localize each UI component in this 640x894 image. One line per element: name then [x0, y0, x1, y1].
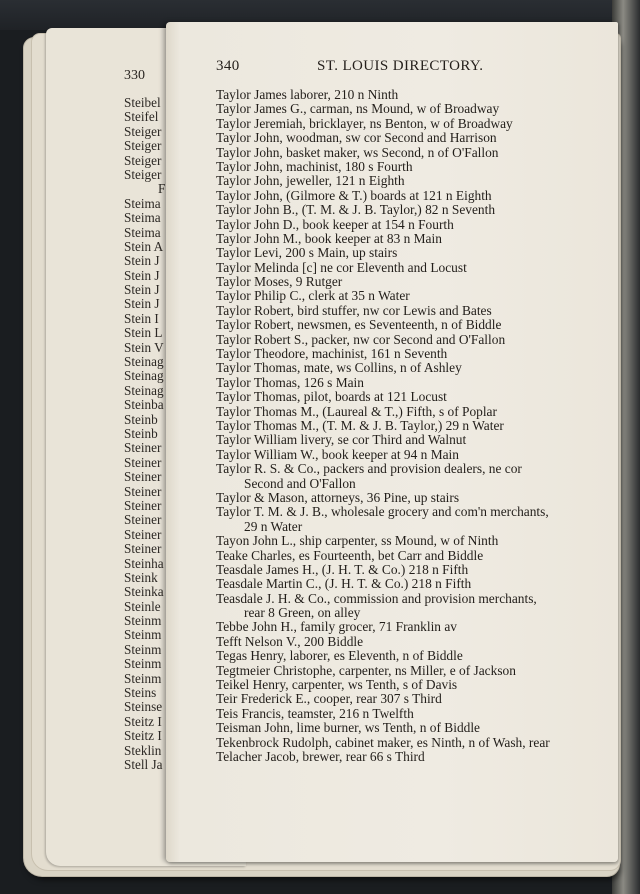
back-name-entry: Steifel — [124, 109, 159, 125]
directory-entry-continuation: 29 n Water — [244, 518, 303, 534]
directory-entry: Teisman John, lime burner, ws Tenth, n of Biddle — [216, 720, 480, 736]
back-name-entry: Steibel — [124, 96, 161, 110]
back-name-entry: Stein J — [124, 253, 160, 269]
directory-entry: Taylor John B., (T. M. & J. B. Taylor,) 82 n Seventh — [216, 202, 496, 218]
directory-entry: Teir Frederick E., cooper, rear 307 s Third — [216, 691, 442, 707]
back-name-entry: Steinm — [124, 627, 162, 643]
directory-entry: Taylor John, (Gilmore & T.) boards at 121 n Eighth — [216, 187, 492, 203]
directory-entry: Taylor Philip C., clerk at 35 n Water — [216, 288, 410, 304]
directory-entry: Taylor James laborer, 210 n Ninth — [216, 87, 399, 102]
directory-entry-continuation: rear 8 Green, on alley — [244, 605, 361, 621]
directory-entries — [216, 88, 596, 764]
directory-entry: Taylor Robert, bird stuffer, nw cor Lewis and Bates — [216, 302, 492, 318]
back-name-entry: Stein L — [124, 325, 163, 341]
back-name-entry: Steinb — [124, 425, 158, 441]
directory-entry: Tayon John L., ship carpenter, ss Mound, w of Ninth — [216, 533, 499, 549]
back-name-entry: Steiner — [124, 440, 162, 456]
back-name-entry: Steima — [124, 195, 161, 211]
back-name-entry: Stein V — [124, 339, 164, 355]
directory-entry: Taylor Theodore, machinist, 161 n Seventh — [216, 346, 448, 362]
back-name-entry: Stein A — [124, 238, 164, 254]
back-name-entry: Steitz I — [124, 713, 162, 729]
directory-entry: Taylor Thomas M., (Laureal & T.,) Fifth, s of Poplar — [216, 403, 497, 419]
back-name-entry: F — [158, 181, 166, 197]
back-name-entry: Steins — [124, 685, 157, 701]
directory-entry: Taylor Levi, 200 s Main, up stairs — [216, 245, 398, 261]
back-name-entry: Steinm — [124, 641, 162, 657]
directory-entry: Taylor Thomas, 126 s Main — [216, 374, 364, 390]
back-name-entry: Steinse — [124, 699, 163, 715]
back-name-entry: Steinag — [124, 354, 164, 370]
back-name-entry: Steiger — [124, 166, 162, 182]
back-name-entry: Steinb — [124, 411, 158, 427]
directory-entry: Taylor John M., book keeper at 83 n Main — [216, 230, 442, 246]
back-name-entry: Stein J — [124, 282, 160, 298]
page-number: 340 — [216, 58, 240, 74]
back-name-entry: Steinag — [124, 382, 164, 398]
directory-entry: Taylor William W., book keeper at 94 n Main — [216, 446, 459, 462]
directory-entry: Taylor Thomas, mate, ws Collins, n of Ashley — [216, 360, 462, 376]
directory-entry: Tefft Nelson V., 200 Biddle — [216, 633, 364, 649]
back-page-number: 330 — [124, 68, 145, 83]
directory-entry: Taylor Moses, 9 Rutger — [216, 274, 343, 290]
back-name-entry: Steima — [124, 210, 161, 226]
back-name-entry: Steinka — [124, 584, 164, 600]
back-name-entry: Stell Ja — [124, 756, 163, 772]
back-name-entry: Steiner — [124, 541, 162, 557]
directory-entry: Teasdale Martin C., (J. H. T. & Co.) 218 n Fifth — [216, 576, 472, 592]
back-name-entry: Steima — [124, 224, 161, 240]
page-header — [216, 58, 616, 78]
directory-entry: Taylor John, basket maker, ws Second, n of O'Fallon — [216, 144, 499, 160]
directory-entry: Taylor John, woodman, sw cor Second and Harrison — [216, 130, 497, 146]
directory-entry: Tegtmeier Christophe, carpenter, ns Miller, e of Jackson — [216, 662, 516, 678]
back-name-entry: Steiner — [124, 483, 162, 499]
directory-entry: Taylor Melinda [c] ne cor Eleventh and Locust — [216, 259, 467, 275]
back-name-entry: Steiger — [124, 123, 162, 139]
back-name-entry: Steiner — [124, 454, 162, 470]
directory-entry: Taylor Thomas, pilot, boards at 121 Locust — [216, 389, 447, 405]
back-name-entry: Stein I — [124, 310, 159, 326]
back-name-entry: Steiner — [124, 512, 162, 528]
directory-entry-continuation: Second and O'Fallon — [244, 475, 356, 491]
directory-entry: Taylor T. M. & J. B., wholesale grocery and com'n merchants, — [216, 504, 549, 520]
back-name-entry: Steiger — [124, 152, 162, 168]
directory-entry: Teikel Henry, carpenter, ws Tenth, s of Davis — [216, 677, 458, 693]
back-name-entry: Steink — [124, 569, 158, 585]
directory-entry: Taylor James G., carman, ns Mound, w of Broadway — [216, 101, 500, 117]
directory-entry: Taylor Robert S., packer, nw cor Second and O'Fallon — [216, 331, 506, 347]
directory-entry: Taylor Jeremiah, bricklayer, ns Benton, w of Broadway — [216, 115, 513, 131]
directory-entry: Telacher Jacob, brewer, rear 66 s Third — [216, 748, 425, 764]
directory-entry: Teasdale J. H. & Co., commission and provision merchants, — [216, 590, 537, 606]
back-name-entry: Stein J — [124, 296, 160, 312]
back-name-entry: Stein J — [124, 267, 160, 283]
page-title: ST. LOUIS DIRECTORY. — [317, 58, 484, 74]
back-name-entry: Steinba — [124, 397, 164, 413]
back-name-entry: Steinm — [124, 656, 162, 672]
back-name-entry: Steinag — [124, 368, 164, 384]
back-name-entry: Steinm — [124, 670, 162, 686]
directory-entry: Teake Charles, es Fourteenth, bet Carr and Biddle — [216, 547, 484, 563]
directory-entry: Teis Francis, teamster, 216 n Twelfth — [216, 705, 414, 721]
directory-entry: Taylor John, machinist, 180 s Fourth — [216, 158, 413, 174]
directory-entry: Teasdale James H., (J. H. T. & Co.) 218 n Fifth — [216, 561, 469, 577]
directory-entry: Tebbe John H., family grocer, 71 Franklin av — [216, 619, 457, 635]
directory-entry: Taylor Thomas M., (T. M. & J. B. Taylor,) 29 n Water — [216, 417, 504, 433]
back-name-entry: Steinle — [124, 598, 161, 614]
directory-entry: Taylor John D., book keeper at 154 n Fourth — [216, 216, 454, 232]
back-name-entry: Steiner — [124, 469, 162, 485]
directory-entry: Taylor William livery, se cor Third and Walnut — [216, 432, 467, 448]
directory-entry: Tegas Henry, laborer, es Eleventh, n of Biddle — [216, 648, 463, 664]
back-name-entry: Steiner — [124, 526, 162, 542]
directory-entry: Taylor & Mason, attorneys, 36 Pine, up stairs — [216, 489, 460, 505]
back-name-entry: Steiner — [124, 497, 162, 513]
back-name-entry: Steinm — [124, 613, 162, 629]
back-name-entry: Steitz I — [124, 728, 162, 744]
directory-entry: Taylor John, jeweller, 121 n Eighth — [216, 173, 405, 189]
directory-entry: Tekenbrock Rudolph, cabinet maker, es Ninth, n of Wash, rear — [216, 734, 550, 750]
back-name-entry: Steklin — [124, 742, 162, 758]
back-name-entry: Steiger — [124, 138, 162, 154]
back-name-entry: Steinha — [124, 555, 164, 571]
directory-entry: Taylor R. S. & Co., packers and provision dealers, ne cor — [216, 461, 522, 477]
directory-entry: Taylor Robert, newsmen, es Seventeenth, n of Biddle — [216, 317, 502, 333]
